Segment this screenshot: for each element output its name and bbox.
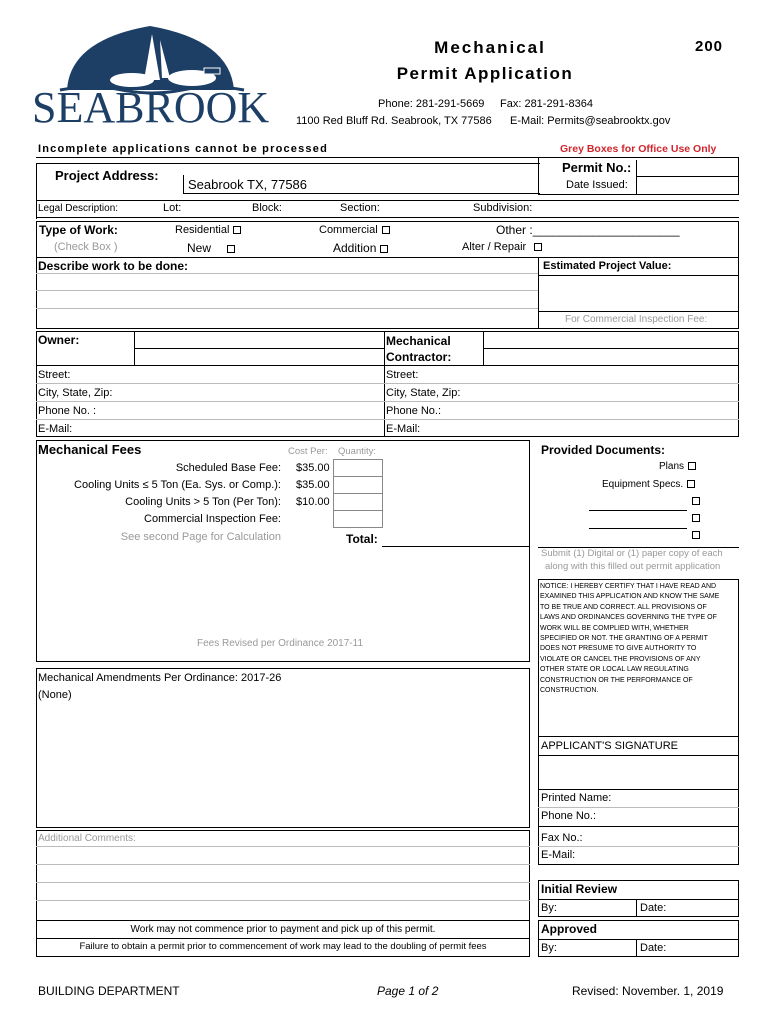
owner-street-label: Street: <box>38 369 71 381</box>
commercial-fee-note: For Commercial Inspection Fee: <box>565 314 708 325</box>
date-issued-label: Date Issued: <box>566 179 628 191</box>
form-number: 200 <box>695 38 724 55</box>
doc-input[interactable] <box>589 528 687 529</box>
addition-label: Addition <box>333 241 377 255</box>
owner-email-label: E-Mail: <box>38 423 73 435</box>
notice-line: VIOLATE OR CANCEL THE PROVISIONS OF ANY <box>540 655 701 663</box>
page-title-1: Mechanical <box>434 38 546 57</box>
contractor-street-label: Street: <box>386 369 419 381</box>
new-checkbox[interactable] <box>227 245 235 253</box>
approved-date-label: Date: <box>640 942 667 954</box>
residential-option[interactable] <box>175 224 241 236</box>
notice-line: SPECIFIED OR NOT. THE GRANTING OF A PERMIT <box>540 635 708 643</box>
office-use-note: Grey Boxes for Office Use Only <box>560 143 717 155</box>
lot-label: Lot: <box>163 202 182 214</box>
address-text: 1100 Red Bluff Rd. Seabrook, TX 77586 <box>296 115 492 127</box>
describe-work-label: Describe work to be done: <box>38 259 189 273</box>
email-text: E-Mail: Permits@seabrooktx.gov <box>510 115 671 127</box>
estimated-value-label: Estimated Project Value: <box>543 260 672 272</box>
approved-label: Approved <box>541 922 598 936</box>
submit-note-1: Submit (1) Digital or (1) paper copy of each <box>541 548 723 559</box>
documents-title: Provided Documents: <box>541 443 666 457</box>
approved-by-label: By: <box>541 942 557 954</box>
permit-no-label: Permit No.: <box>562 160 632 175</box>
amendments-none: (None) <box>38 689 72 701</box>
owner-name-input[interactable] <box>134 348 384 349</box>
section-label: Section: <box>340 202 380 214</box>
alter-checkbox[interactable] <box>534 243 542 251</box>
total-label: Total: <box>346 532 378 546</box>
quantity-input[interactable] <box>333 459 383 477</box>
fees-title: Mechanical Fees <box>38 442 142 457</box>
cost-per-label: Cost Per: <box>288 446 328 457</box>
project-address-label: Project Address: <box>55 168 159 183</box>
initial-review-label: Initial Review <box>541 882 618 896</box>
submit-note-2: along with this filled out permit application <box>545 561 721 572</box>
residential-checkbox[interactable] <box>233 226 241 234</box>
footer-dept: BUILDING DEPARTMENT <box>38 984 180 998</box>
commercial-option[interactable] <box>319 224 390 236</box>
fee-row-label: Commercial Inspection Fee: <box>144 513 281 525</box>
notice-line: EXAMINED THIS APPLICATION AND KNOW THE SAME <box>540 593 720 601</box>
seabrook-logo <box>32 20 272 130</box>
owner-phone-label: Phone No. : <box>38 405 97 417</box>
doc-checkbox[interactable] <box>692 531 700 539</box>
initial-by-label: By: <box>541 902 557 914</box>
notice-line: TO BE TRUE AND CORRECT. ALL PROVISIONS OF <box>540 603 707 611</box>
additional-comments-label: Additional Comments: <box>38 833 136 844</box>
notice-line: OTHER STATE OR LOCAL LAW REGULATING <box>540 666 689 674</box>
plans-label: Plans <box>659 461 685 472</box>
estimated-value-input[interactable] <box>538 311 739 312</box>
notice-line: WORK WILL BE COMPLIED WITH, WHETHER <box>540 624 689 632</box>
sig-email-label: E-Mail: <box>541 849 576 861</box>
notice-line: CONSTRUCTION. <box>540 687 599 695</box>
subdivision-label: Subdivision: <box>473 202 533 214</box>
residential-label: Residential <box>175 224 230 236</box>
other-input[interactable]: :______________________ <box>529 223 680 237</box>
footer-revised: Revised: November. 1, 2019 <box>572 984 724 998</box>
quantity-input[interactable] <box>333 476 383 494</box>
new-option[interactable] <box>187 241 235 255</box>
notice-line: LAWS AND ORDINANCES GOVERNING THE TYPE OF <box>540 614 717 622</box>
plans-checkbox[interactable] <box>688 462 696 470</box>
sig-fax-label: Fax No.: <box>541 832 583 844</box>
contractor-email-label: E-Mail: <box>386 423 421 435</box>
addition-checkbox[interactable] <box>380 245 388 253</box>
doc-input[interactable] <box>589 510 687 511</box>
plans-option[interactable] <box>659 461 696 472</box>
total-input[interactable] <box>382 546 530 547</box>
check-box-note: (Check Box ) <box>54 241 118 253</box>
other-option[interactable] <box>496 223 680 237</box>
contractor-name-input[interactable] <box>483 348 739 349</box>
owner-label: Owner: <box>38 333 80 347</box>
notice-line: NOTICE: I HEREBY CERTIFY THAT I HAVE READ AND <box>540 583 717 590</box>
block-label: Block: <box>252 202 282 214</box>
fee-row-label: Cooling Units ≤ 5 Ton (Ea. Sys. or Comp.): <box>74 479 281 491</box>
other-label: Other <box>496 223 527 237</box>
doubling-notice: Failure to obtain a permit prior to commencement of work may lead to the doubling of permit fees <box>79 941 487 952</box>
type-of-work-label: Type of Work: <box>39 223 118 237</box>
commercial-checkbox[interactable] <box>382 226 390 234</box>
comments-input[interactable] <box>36 846 530 847</box>
contractor-city-label: City, State, Zip: <box>386 387 461 399</box>
signature-label: APPLICANT'S SIGNATURE <box>541 740 678 752</box>
notice-line: CONSTRUCTION OR THE PERFORMANCE OF <box>540 676 693 684</box>
owner-city-label: City, State, Zip: <box>38 387 113 399</box>
fee-row-price: $35.00 <box>296 462 330 474</box>
printed-name-label: Printed Name: <box>541 792 612 804</box>
initial-date-label: Date: <box>640 902 667 914</box>
fax-text: Fax: 281-291-8364 <box>500 98 593 110</box>
amendments-title: Mechanical Amendments Per Ordinance: 2017-26 <box>38 672 282 684</box>
new-label: New <box>187 241 212 255</box>
equipment-checkbox[interactable] <box>687 480 695 488</box>
equipment-option[interactable] <box>602 479 695 490</box>
fee-row-label: Cooling Units > 5 Ton (Per Ton): <box>125 496 281 508</box>
quantity-input[interactable] <box>333 493 383 511</box>
signature-input[interactable] <box>538 755 739 756</box>
logo-text: SEABROOK <box>32 83 270 132</box>
payment-notice: Work may not commence prior to payment and pick up of this permit. <box>130 924 436 935</box>
legal-description-label: Legal Description: <box>38 203 119 214</box>
quantity-label: Quantity: <box>338 446 377 457</box>
page-title-2: Permit Application <box>396 64 574 83</box>
contractor-label-2: Contractor: <box>386 350 452 364</box>
see-second-page: See second Page for Calculation <box>120 531 281 543</box>
quantity-input[interactable] <box>333 510 383 528</box>
project-address-input[interactable]: Seabrook TX, 77586 <box>188 177 308 192</box>
phone-text: Phone: 281-291-5669 <box>378 98 485 110</box>
fee-row-label: Scheduled Base Fee: <box>175 462 281 474</box>
contractor-phone-label: Phone No.: <box>386 405 442 417</box>
contractor-label-1: Mechanical <box>386 334 451 348</box>
incomplete-warning: Incomplete applications cannot be processed <box>38 143 328 155</box>
equipment-label: Equipment Specs. <box>602 479 684 490</box>
notice-text <box>540 582 738 696</box>
alter-label: Alter / Repair <box>462 241 527 253</box>
footer-page: Page 1 of 2 <box>377 984 439 998</box>
fees-revised-note: Fees Revised per Ordinance 2017-11 <box>197 638 364 649</box>
doc-checkbox[interactable] <box>692 497 700 505</box>
addition-option[interactable] <box>333 241 388 255</box>
alter-option[interactable] <box>462 241 542 253</box>
sig-phone-label: Phone No.: <box>541 810 597 822</box>
commercial-label: Commercial <box>319 224 378 236</box>
doc-checkbox[interactable] <box>692 514 700 522</box>
fee-row-price: $35.00 <box>296 479 330 491</box>
notice-line: DOES NOT PRESUME TO GIVE AUTHORITY TO <box>540 645 697 653</box>
fee-row-price: $10.00 <box>296 496 330 508</box>
